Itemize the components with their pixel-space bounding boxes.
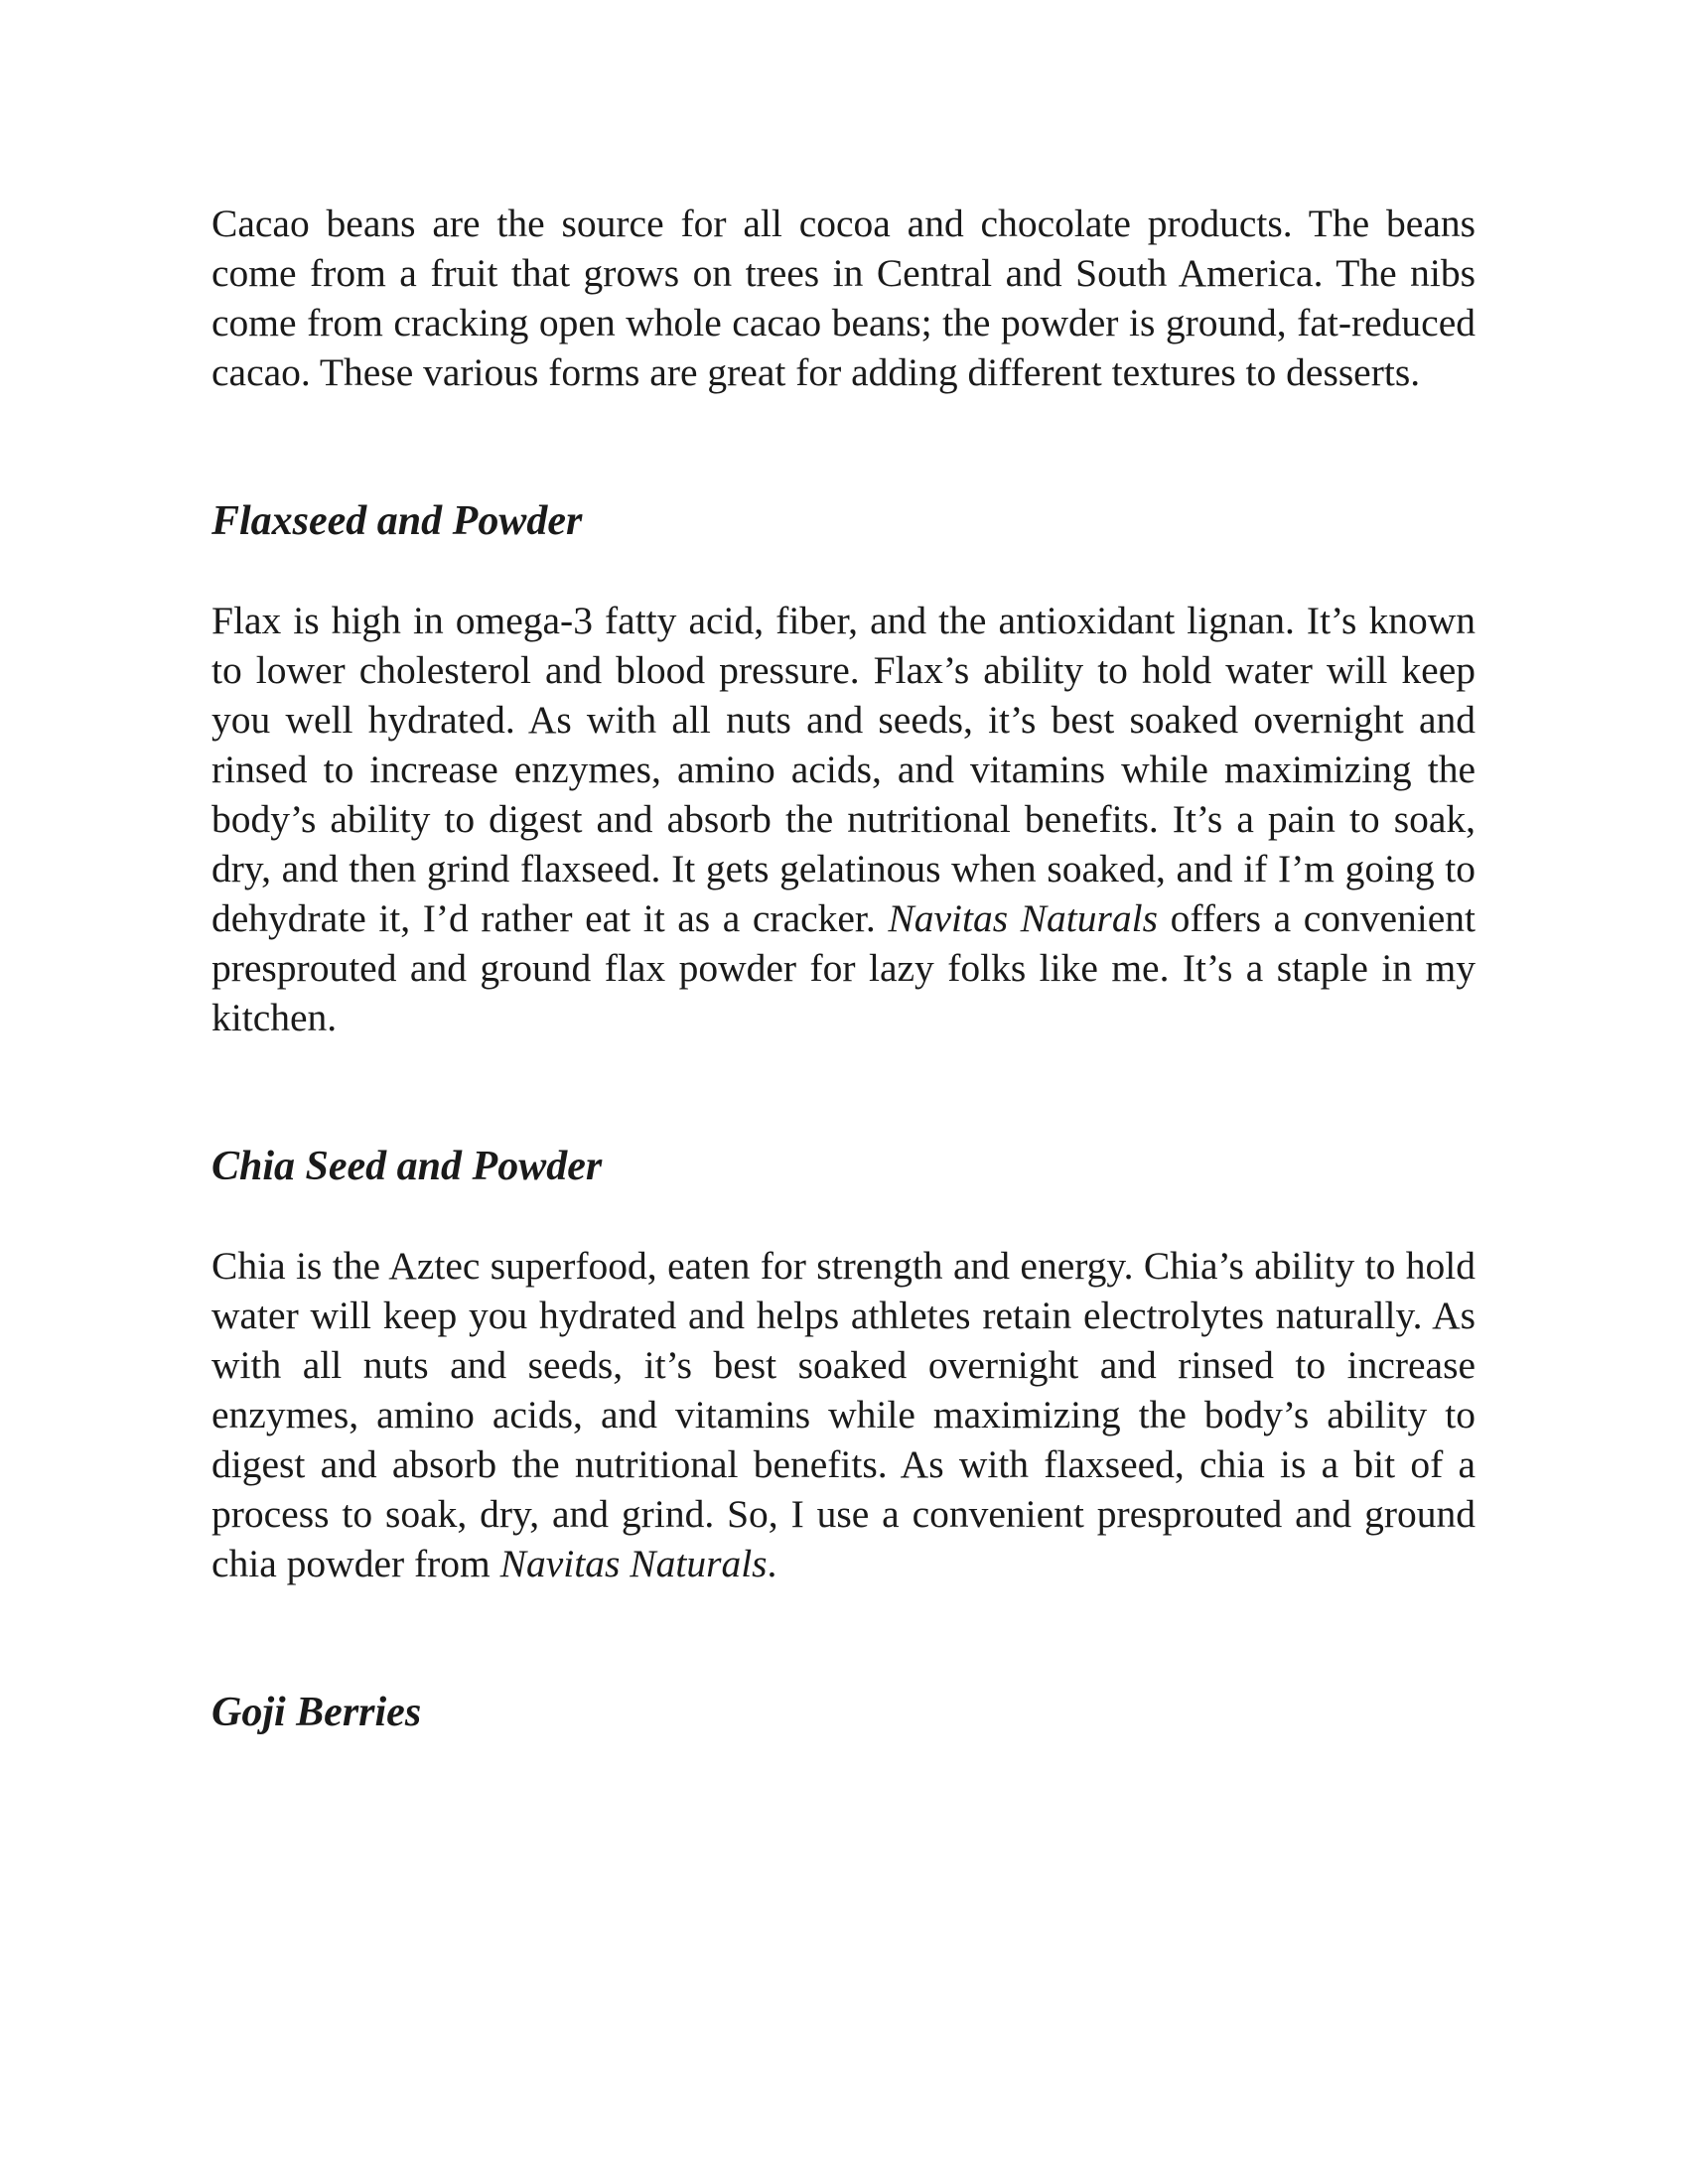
spacer [211, 1191, 1476, 1241]
goji-heading: Goji Berries [211, 1690, 422, 1735]
spacer [211, 1588, 1476, 1688]
flaxseed-text-part1: Flax is high in omega-3 fatty acid, fiber, and the antioxidant lignan. It’s known to lower cholesterol and blood pressure. Flax’s ability to hold water will keep you well hydrated. As with all nuts and seeds, it’s best soaked overnight and rinsed to increase enzymes, amino acids, and vitamins while maximizing the body’s ability to digest and absorb the nutritional benefits. It’s a pain to soak, dry, and then grind flaxseed. It gets gelatinous when soaked, and if I’m going to dehydrate it, I’d rather eat it as a cracker. [211, 599, 1476, 940]
spacer [211, 546, 1476, 596]
intro-paragraph: Cacao beans are the source for all cocoa and chocolate products. The beans come from a fruit that grows on trees in Central and South America. The nibs come from cracking open whole cacao beans; the powder is ground, fat-reduced cacao. These various forms are great for adding different textures to desserts. [211, 202, 1476, 394]
chia-text-part1: Chia is the Aztec superfood, eaten for strength and energy. Chia’s ability to hold water will keep you hydrated and helps athletes retain electrolytes naturally. As with all nuts and seeds, it’s best soaked overnight and rinsed to increase enzymes, amino acids, and vitamins while maximizing the body’s ability to digest and absorb the nutritional benefits. As with flaxseed, chia is a bit of a process to soak, dry, and grind. So, I use a convenient presprouted and ground chia powder from [211, 1244, 1476, 1585]
spacer [211, 397, 1476, 496]
flaxseed-text-part2: offers a convenient presprouted and ground flax powder for lazy folks like me. It’s a staple in my kitchen. [211, 896, 1476, 1039]
chia-heading: Chia Seed and Powder [211, 1144, 603, 1189]
flaxseed-brand-name: Navitas Naturals [888, 896, 1158, 940]
flaxseed-heading: Flaxseed and Powder [211, 498, 583, 544]
chia-paragraph [211, 1241, 1476, 1588]
flaxseed-paragraph [211, 596, 1476, 1042]
spacer [211, 1042, 1476, 1142]
chia-brand-name: Navitas Naturals [499, 1542, 768, 1585]
page-content [211, 199, 1476, 1737]
chia-text-part2: . [767, 1542, 777, 1585]
